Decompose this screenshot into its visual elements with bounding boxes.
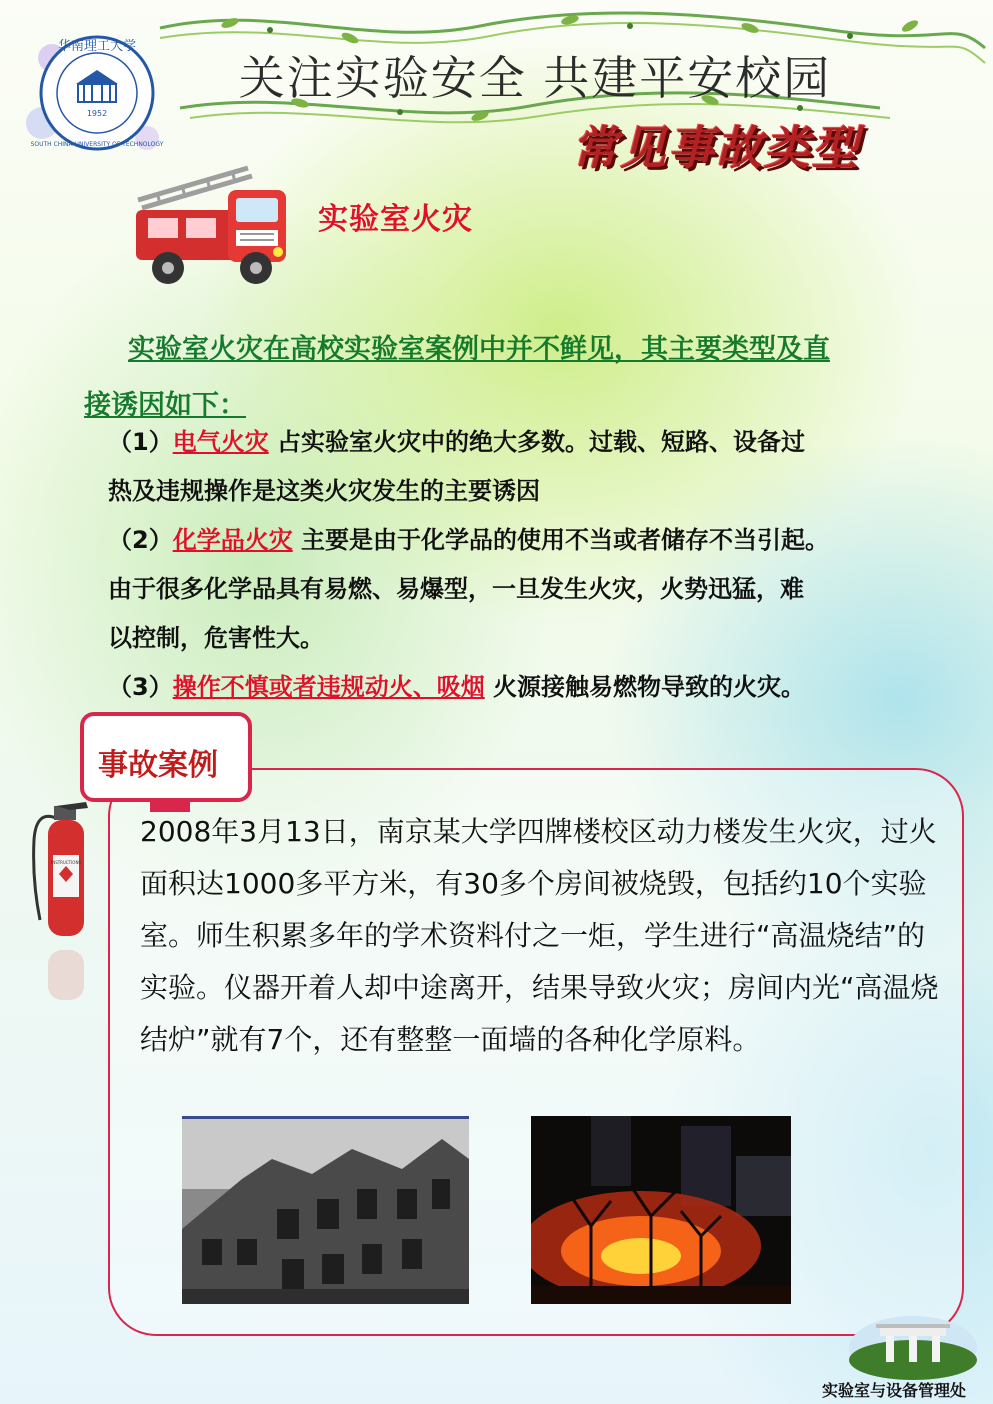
fire-topic-label: 实验室火灾	[318, 202, 473, 237]
item-desc-continued: 以控制，危害性大。	[108, 624, 324, 652]
item-number: （3）	[108, 673, 173, 701]
department-label: 实验室与设备管理处	[822, 1381, 967, 1400]
item-name: 操作不慎或者违规动火、吸烟	[172, 673, 485, 701]
burned-building-photo	[182, 1116, 469, 1304]
section-title: 常见事故类型	[572, 121, 860, 175]
fire-type-list	[108, 418, 938, 712]
case-description: 2008年3月13日，南京某大学四牌楼校区动力楼发生火灾，过火面积达1000多平方米，有30多个房间被烧毁，包括约10个实验室。师生积累多年的学术资料付之一炬，学生进行“高温烧结”的实验。仪器开着人却中途离开，结果导致火灾；房间内光“高温烧结炉”就有7个，还有整整一面墙的各种化学原料。	[140, 815, 939, 1056]
item-desc: 火源接触易燃物导致的火灾。	[484, 673, 806, 701]
page-title: 关注实验安全 共建平安校园	[238, 51, 832, 105]
item-number: （1）	[108, 428, 173, 456]
item-desc-continued: 由于很多化学品具有易燃、易爆型，一旦发生火灾，火势迅猛，难	[108, 575, 804, 603]
svg-text:SOUTH CHINA UNIVERSITY OF TECH: SOUTH CHINA UNIVERSITY OF TECHNOLOGY	[30, 141, 164, 148]
item-desc: 占实验室火灾中的绝大多数。过载、短路、设备过	[268, 428, 806, 456]
case-tag-label: 事故案例	[98, 748, 218, 783]
fire-extinguisher-icon	[26, 800, 112, 1010]
item-desc: 主要是由于化学品的使用不当或者储存不当引起。	[292, 526, 830, 554]
item-name: 电气火灾	[172, 428, 269, 456]
list-item	[108, 663, 938, 712]
fire-truck-icon	[128, 160, 293, 290]
intro-line-1: 实验室火灾在高校实验室案例中并不鲜见，其主要类型及直	[128, 334, 830, 365]
item-number: （2）	[108, 526, 173, 554]
fire-scene-photo	[531, 1116, 791, 1304]
campus-gate-photo	[846, 1310, 980, 1380]
list-item	[108, 516, 938, 565]
svg-text:INSTRUCTIONS: INSTRUCTIONS	[51, 860, 81, 865]
university-seal-icon	[22, 18, 172, 168]
item-name: 化学品火灾	[172, 526, 293, 554]
svg-text:1952: 1952	[86, 109, 108, 118]
intro-line-2: 接诱因如下：	[84, 390, 246, 421]
item-desc-continued: 热及违规操作是这类火灾发生的主要诱因	[108, 477, 540, 505]
list-item	[108, 418, 938, 467]
svg-text:华南理工大学: 华南理工大学	[57, 39, 137, 54]
